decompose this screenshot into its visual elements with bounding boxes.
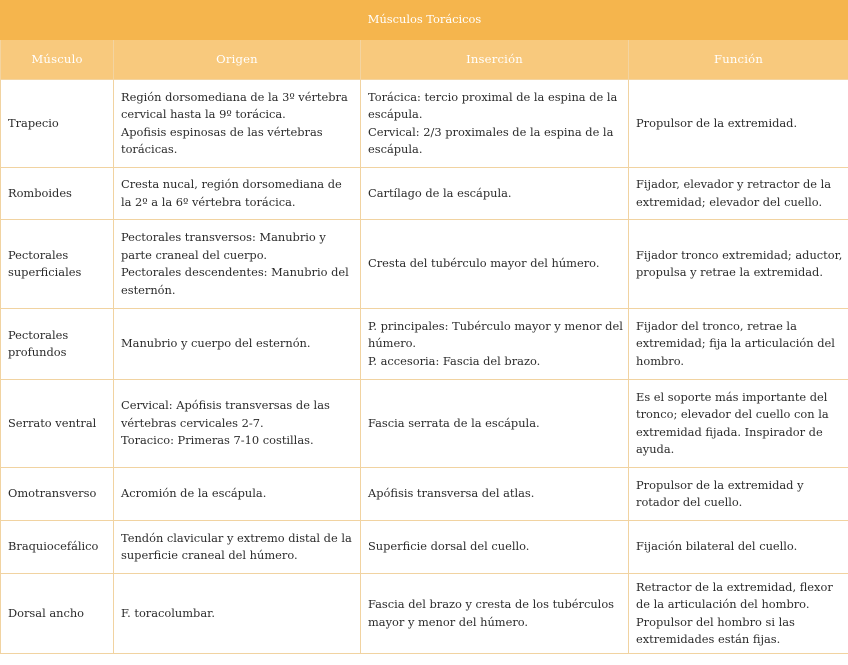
column-header-muscle: Músculo <box>1 40 114 80</box>
insertion-cell <box>361 309 629 380</box>
origin-line: Acromión de la escápula. <box>121 486 267 501</box>
function-cell <box>629 309 848 380</box>
column-header-insertion: Inserción <box>361 40 629 80</box>
table-row <box>1 220 848 309</box>
insertion-line: Fascia serrata de la escápula. <box>368 415 540 430</box>
origin-line: Toracico: Primeras 7-10 costillas. <box>121 433 314 448</box>
function-line: Retractor de la extremidad, flexor de la articulación del hombro. Propulsor del hombro si las extremidades están fijas. <box>636 579 833 646</box>
origin-cell <box>114 380 361 468</box>
insertion-cell <box>361 80 629 168</box>
insertion-cell <box>361 220 629 309</box>
muscle-cell: Braquiocefálico <box>1 521 114 574</box>
insertion-line: Torácica: tercio proximal de la espina de la escápula. <box>368 89 618 121</box>
origin-line: Apofisis espinosas de las vértebras torácicas. <box>121 124 323 156</box>
function-cell <box>629 468 848 521</box>
table-row <box>1 309 848 380</box>
function-line: Fijador, elevador y retractor de la extremidad; elevador del cuello. <box>636 177 832 209</box>
muscle-cell: Omotransverso <box>1 468 114 521</box>
insertion-line: P. principales: Tubérculo mayor y menor del húmero. <box>368 318 623 351</box>
origin-line: Pectorales descendentes: Manubrio del esternón. <box>121 265 349 297</box>
origin-line: Pectorales transversos: Manubrio y parte craneal del cuerpo. <box>121 230 326 262</box>
function-line: Fijador del tronco, retrae la extremidad; fija la articulación del hombro. <box>636 318 835 368</box>
insertion-line: Cartílago de la escápula. <box>368 185 512 200</box>
function-cell <box>629 380 848 468</box>
origin-cell <box>114 574 361 654</box>
table-title: Músculos Torácicos <box>1 1 848 40</box>
muscle-cell: Romboides <box>1 168 114 220</box>
muscle-cell: Dorsal ancho <box>1 574 114 654</box>
muscle-cell: Serrato ventral <box>1 380 114 468</box>
table-row <box>1 168 848 220</box>
origin-line: Cresta nucal, región dorsomediana de la 2º a la 6º vértebra torácica. <box>121 177 342 209</box>
origin-cell <box>114 220 361 309</box>
function-line: Fijación bilateral del cuello. <box>636 539 798 554</box>
muscle-cell: Trapecio <box>1 80 114 168</box>
table-row <box>1 574 848 654</box>
insertion-cell <box>361 168 629 220</box>
column-header-origin: Origen <box>114 40 361 80</box>
column-header-function: Función <box>629 40 848 80</box>
origin-cell <box>114 168 361 220</box>
function-line: Propulsor de la extremidad y rotador del cuello. <box>636 477 804 509</box>
table-header-row <box>1 40 848 80</box>
origin-line: Cervical: Apófisis transversas de las vértebras cervicales 2-7. <box>121 398 330 430</box>
origin-line: Tendón clavicular y extremo distal de la superficie craneal del húmero. <box>121 530 352 562</box>
origin-cell <box>114 309 361 380</box>
insertion-line: Superficie dorsal del cuello. <box>368 539 530 554</box>
insertion-line: Cresta del tubérculo mayor del húmero. <box>368 256 600 271</box>
origin-line: Manubrio y cuerpo del esternón. <box>121 336 311 351</box>
origin-line: Región dorsomediana de la 3º vértebra cervical hasta la 9º torácica. <box>121 89 348 121</box>
table-row <box>1 380 848 468</box>
table-title-row <box>1 1 848 40</box>
insertion-cell <box>361 521 629 574</box>
table-row <box>1 521 848 574</box>
function-cell <box>629 80 848 168</box>
insertion-line: Cervical: 2/3 proximales de la espina de la escápula. <box>368 124 614 156</box>
function-line: Es el soporte más importante del tronco; elevador del cuello con la extremidad fijada. Inspirador de ayuda. <box>636 389 829 456</box>
function-cell <box>629 220 848 309</box>
insertion-cell <box>361 468 629 521</box>
insertion-cell <box>361 574 629 654</box>
origin-cell <box>114 521 361 574</box>
function-cell <box>629 168 848 220</box>
function-cell <box>629 574 848 654</box>
function-cell <box>629 521 848 574</box>
function-line: Propulsor de la extremidad. <box>636 115 798 130</box>
function-line: Fijador tronco extremidad; aductor, propulsa y retrae la extremidad. <box>636 247 843 279</box>
origin-line: F. toracolumbar. <box>121 605 215 620</box>
insertion-line: P. accesoria: Fascia del brazo. <box>368 353 541 368</box>
muscle-cell: Pectorales profundos <box>1 309 114 380</box>
table-row <box>1 468 848 521</box>
insertion-line: Fascia del brazo y cresta de los tubérculos mayor y menor del húmero. <box>368 597 615 629</box>
insertion-cell <box>361 380 629 468</box>
table-row <box>1 80 848 168</box>
origin-cell <box>114 468 361 521</box>
muscle-cell: Pectorales superficiales <box>1 220 114 309</box>
origin-cell <box>114 80 361 168</box>
insertion-line: Apófisis transversa del atlas. <box>368 486 535 501</box>
